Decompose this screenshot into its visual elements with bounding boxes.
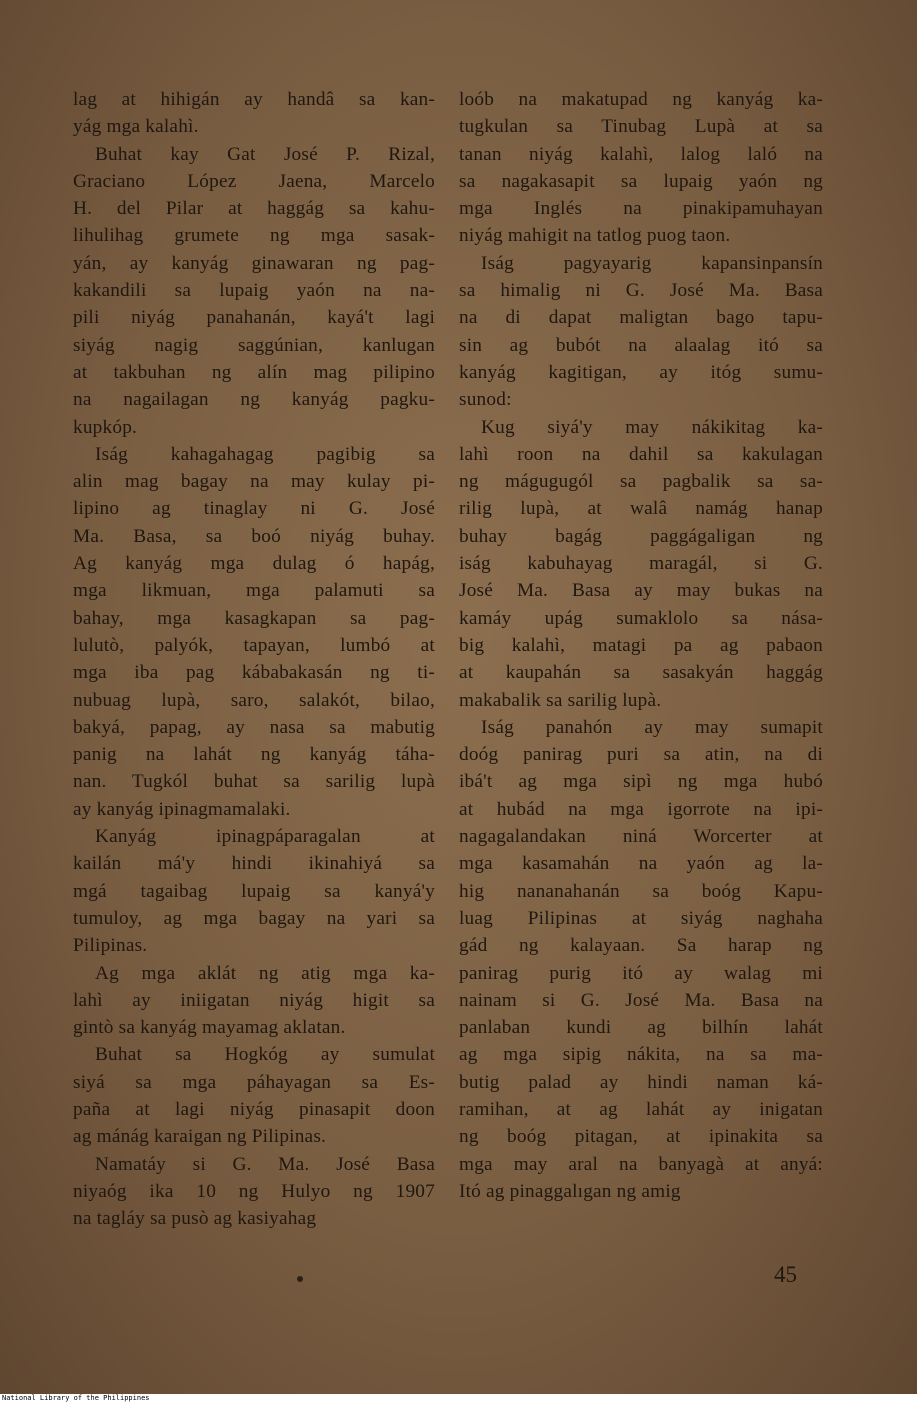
- text-line: hig nananahanán sa boóg Kapu-: [459, 880, 823, 902]
- text-line: sunod:: [459, 389, 512, 411]
- text-line: Ag mga aklát ng atig mga ka-: [95, 962, 435, 984]
- text-line: iság kabuhayag maragál, si G.: [459, 553, 823, 575]
- text-line: panlaban kundi ag bilhín lahát: [459, 1017, 823, 1039]
- text-line: lahì ay iniigatan niyág higit sa: [73, 989, 435, 1011]
- text-line: kamáy upág sumaklolo sa nása-: [459, 607, 823, 629]
- text-line: mga kasamahán na yaón ag la-: [459, 853, 823, 875]
- text-line: tumuloy, ag mga bagay na yari sa: [73, 907, 435, 929]
- text-line: tugkulan sa Tinubag Lupà at sa: [459, 116, 823, 138]
- text-line: kanyág kagitigan, ay itóg sumu-: [459, 361, 823, 383]
- text-line: lulutò, palyók, tapayan, lumbó at: [73, 634, 435, 656]
- text-line: sin ag bubót na alaalag itó sa: [459, 334, 823, 356]
- text-line: lihulihag grumete ng mga sasak-: [73, 225, 435, 247]
- text-line: luag Pilipinas at siyág naghaha: [459, 907, 823, 929]
- text-line: Pilipinas.: [73, 935, 148, 957]
- text-line: butig palad ay hindi naman ká-: [459, 1071, 823, 1093]
- text-line: mga likmuan, mga palamuti sa: [73, 580, 435, 602]
- text-line: ng mágugugól sa pagbalik sa sa-: [459, 471, 823, 493]
- text-line: Iság panahón ay may sumapit: [481, 716, 823, 738]
- text-line: Itó ag pinaggalıgan ng amig: [459, 1180, 681, 1202]
- text-line: paña at lagi niyág pinasapit doon: [73, 1098, 435, 1120]
- text-line: mgá tagaibag lupaig sa kanyá'y: [73, 880, 435, 902]
- text-line: lag at hihigán ay handâ sa kan-: [73, 89, 435, 110]
- text-line: ng boóg pitagan, at ipinakita sa: [459, 1126, 823, 1148]
- text-line: nubuag lupà, saro, salakót, bilao,: [73, 689, 435, 711]
- text-line: siyág nagig saggúnian, kanlugan: [73, 334, 435, 356]
- text-line: Kanyág ipinagpáparagalan at: [95, 826, 435, 848]
- text-line: nainam si G. José Ma. Basa na: [459, 989, 823, 1011]
- text-line: at hubád na mga igorrote na ipi-: [459, 798, 823, 820]
- text-line: nagagalandakan niná Worcerter at: [459, 826, 823, 848]
- right-text-column: [459, 86, 823, 1205]
- text-line: mga may aral na banyagà at anyá:: [459, 1153, 823, 1175]
- text-line: ramihan, at ag lahát ay inigatan: [459, 1098, 823, 1120]
- text-line: nan. Tugkól buhat sa sarilig lupà: [73, 771, 435, 793]
- text-line: buhay bagág paggágaligan ng: [459, 525, 823, 547]
- text-line: makabalik sa sarilig lupà.: [459, 689, 662, 711]
- text-line: sa nagakasapit sa lupaig yaón ng: [459, 170, 823, 192]
- text-line: yág mga kalahì.: [73, 116, 199, 138]
- text-line: big kalahì, matagi pa ag pabaon: [459, 634, 823, 656]
- text-line: pili niyág panahanán, kayá't lagi: [73, 307, 435, 329]
- text-line: niyaóg ika 10 ng Hulyo ng 1907: [73, 1180, 435, 1202]
- text-line: Kug siyá'y may nákikitag ka-: [481, 416, 823, 438]
- text-line: doóg panirag puri sa atin, na di: [459, 744, 823, 766]
- text-line: kailán má'y hindi ikinahiyá sa: [73, 853, 435, 875]
- text-line: tanan niyág kalahì, lalog laló na: [459, 143, 823, 165]
- text-line: Iság pagyayarig kapansinpansín: [481, 252, 823, 274]
- text-line: mga iba pag kábabakasán ng ti-: [73, 662, 435, 684]
- text-line: siyá sa mga páhayagan sa Es-: [73, 1071, 435, 1093]
- text-line: Namatáy si G. Ma. José Basa: [95, 1153, 435, 1175]
- text-line: Buhat sa Hogkóg ay sumulat: [95, 1044, 435, 1066]
- text-line: at kaupahán sa sasakyán haggág: [459, 662, 823, 684]
- text-line: rilig lupà, at walâ namág hanap: [459, 498, 823, 520]
- text-line: ay kanyág ipinagmamalaki.: [73, 798, 291, 820]
- text-line: na tagláy sa pusò ag kasiyahag: [73, 1208, 317, 1230]
- text-line: José Ma. Basa ay may bukas na: [459, 580, 823, 602]
- text-line: ag mga sipig nákita, na sa ma-: [459, 1044, 823, 1066]
- text-line: Iság kahagahagag pagibig sa: [95, 443, 435, 465]
- text-line: loób na makatupad ng kanyág ka-: [459, 89, 823, 110]
- text-line: lipino ag tinaglay ni G. José: [73, 498, 435, 520]
- text-line: kakandili sa lupaig yaón na na-: [73, 280, 435, 302]
- text-line: gád ng kalayaan. Sa harap ng: [459, 935, 823, 957]
- text-line: bahay, mga kasagkapan sa pag-: [73, 607, 435, 629]
- text-line: yán, ay kanyág ginawaran ng pag-: [73, 252, 435, 274]
- text-line: niyág mahigit na tatlog puog taon.: [459, 225, 731, 247]
- left-text-column: [73, 86, 435, 1232]
- text-line: at takbuhan ng alín mag pilipino: [73, 361, 435, 383]
- text-line: Graciano López Jaena, Marcelo: [73, 170, 435, 192]
- text-line: Ma. Basa, sa boó niyág buhay.: [73, 525, 435, 547]
- text-line: ibá't ag mga sipì ng mga hubó: [459, 771, 823, 793]
- text-line: ag mánág karaigan ng Pilipinas.: [73, 1126, 327, 1148]
- text-line: alin mag bagay na may kulay pi-: [73, 471, 435, 493]
- text-line: panig na lahát ng kanyág táha-: [73, 744, 435, 766]
- page-number: 45: [774, 1262, 797, 1287]
- text-line: gintò sa kanyág mayamag aklatan.: [73, 1017, 346, 1039]
- text-line: Buhat kay Gat José P. Rizal,: [95, 143, 435, 165]
- ink-speck: [297, 1276, 303, 1282]
- text-line: mga Inglés na pinakipamuhayan: [459, 198, 823, 220]
- text-line: H. del Pilar at haggág sa kahu-: [73, 198, 435, 220]
- text-line: Ag kanyág mga dulag ó hapág,: [73, 553, 435, 575]
- text-line: na nagailagan ng kanyág pagku-: [73, 389, 435, 411]
- library-footer: National Library of the Philippines: [0, 1394, 917, 1403]
- text-line: panirag purig itó ay walag mi: [459, 962, 823, 984]
- text-line: kupkóp.: [73, 416, 138, 438]
- text-line: lahì roon na dahil sa kakulagan: [459, 443, 823, 465]
- text-line: sa himalig ni G. José Ma. Basa: [459, 280, 823, 302]
- text-line: bakyá, papag, ay nasa sa mabutig: [73, 716, 435, 738]
- text-line: na di dapat maligtan bago tapu-: [459, 307, 823, 329]
